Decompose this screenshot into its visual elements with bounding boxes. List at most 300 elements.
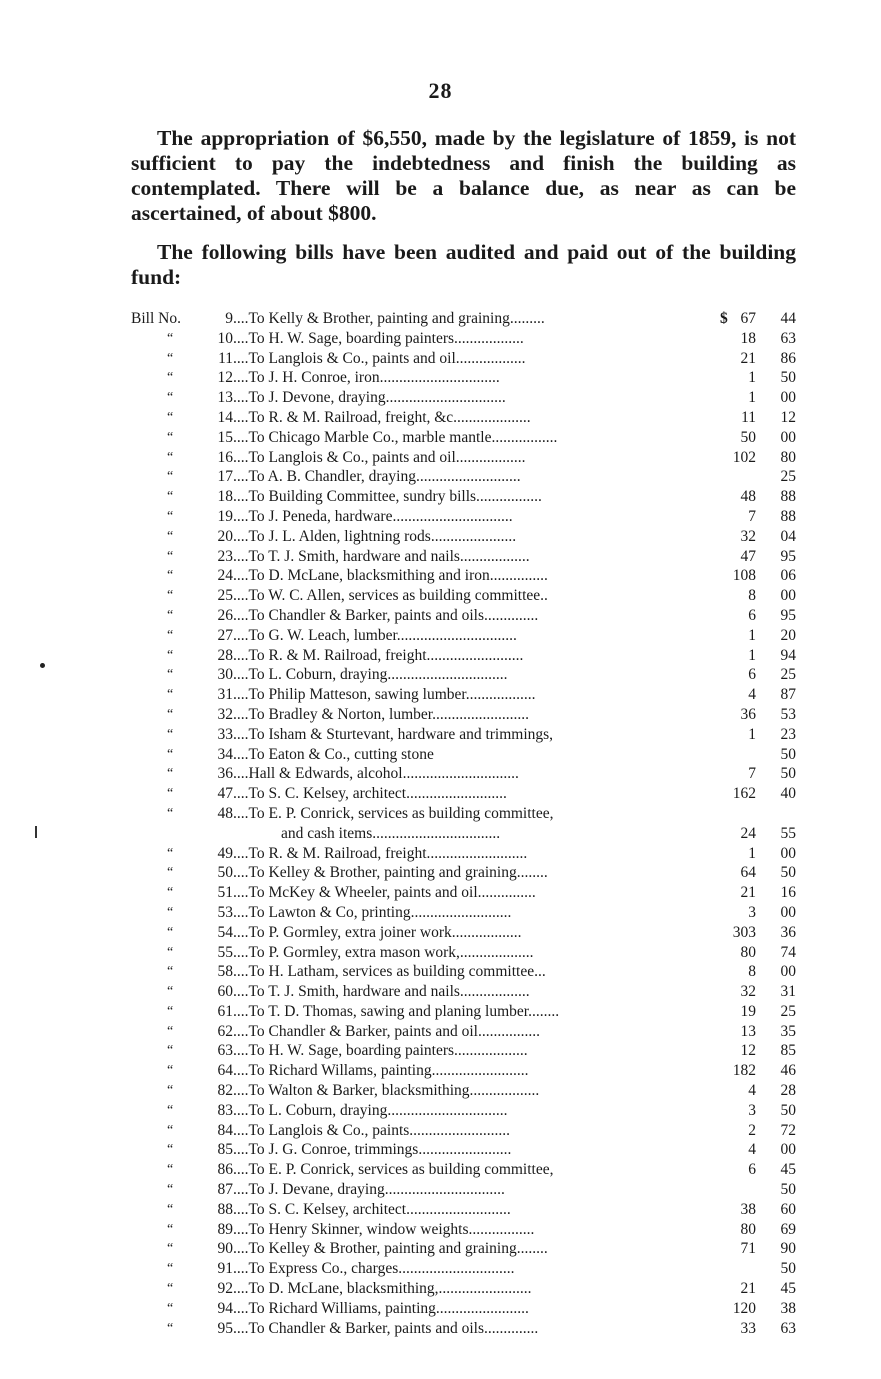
bill-row	[131, 1140, 796, 1160]
ditto-mark: “	[167, 1122, 174, 1138]
ditto-mark: “	[167, 1162, 174, 1178]
bill-row	[131, 784, 796, 804]
bill-description-line: ....To D. McLane, blacksmithing and iron...............	[233, 567, 548, 585]
bill-description	[233, 962, 703, 982]
bill-amount	[703, 943, 796, 963]
bill-row	[131, 606, 796, 626]
bill-description	[233, 1319, 703, 1339]
amount-dollars: 38	[740, 1200, 756, 1218]
bill-amount	[703, 1041, 796, 1061]
bill-amount	[703, 1239, 796, 1259]
amount-cents: 00	[780, 1141, 796, 1159]
bill-description	[233, 566, 703, 586]
bill-row	[131, 863, 796, 883]
currency-symbol: $	[720, 310, 728, 327]
bill-number: 34	[217, 745, 233, 763]
bill-number: 58	[217, 963, 233, 981]
bill-description	[233, 428, 703, 448]
stray-tick-mark	[35, 826, 37, 838]
amount-dollars: 1	[748, 389, 756, 407]
amount-dollars: 19	[740, 1002, 756, 1020]
ditto-mark: “	[167, 904, 174, 920]
amount-dollars: 1	[748, 646, 756, 664]
amount-dollars: 11	[741, 408, 756, 426]
amount-dollars: 303	[732, 923, 756, 941]
amount-dollars: 13	[740, 1022, 756, 1040]
bill-amount	[703, 1101, 796, 1121]
bill-description-line: ....To Kelley & Brother, painting and graining........	[233, 864, 548, 882]
bill-description-line: ....To Building Committee, sundry bills.................	[233, 488, 542, 506]
amount-cents: 55	[780, 824, 796, 842]
bill-row	[131, 408, 796, 428]
bill-row	[131, 388, 796, 408]
bill-number: 87	[217, 1181, 233, 1199]
bill-description	[233, 844, 703, 864]
ditto-mark: “	[167, 1221, 174, 1237]
bill-description-line: ....To R. & M. Railroad, freight..........................	[233, 844, 528, 862]
amount-dollars: 4	[748, 686, 756, 704]
bill-number: 17	[217, 468, 233, 486]
bill-row	[131, 804, 796, 844]
bill-row	[131, 725, 796, 745]
bill-number: 85	[217, 1141, 233, 1159]
bill-row	[131, 1319, 796, 1339]
bill-amount	[703, 448, 796, 468]
bill-row	[131, 1220, 796, 1240]
bill-row	[131, 764, 796, 784]
bill-number: 30	[217, 666, 233, 684]
bill-amount	[703, 507, 796, 527]
amount-dollars: 182	[732, 1062, 756, 1080]
amount-cents: 86	[780, 349, 796, 367]
ditto-mark: “	[167, 786, 174, 802]
ditto-mark: “	[167, 984, 174, 1000]
bill-amount	[703, 844, 796, 864]
bill-description-continuation: and cash items.................................	[281, 824, 501, 842]
bill-description	[233, 1239, 703, 1259]
amount-dollars: 80	[740, 1220, 756, 1238]
amount-dollars: 2	[748, 1121, 756, 1139]
bill-amount	[703, 586, 796, 606]
bill-description-line: ....To H. W. Sage, boarding painters..................	[233, 329, 524, 347]
amount-dollars: 8	[748, 963, 756, 981]
ditto-mark: “	[167, 548, 174, 564]
bill-description-line: ....To L. Coburn, draying...............................	[233, 666, 508, 684]
bill-description	[233, 329, 703, 349]
amount-dollars: 80	[740, 943, 756, 961]
ditto-mark: “	[167, 1142, 174, 1158]
ditto-mark: “	[167, 746, 174, 762]
amount-cents: 87	[780, 686, 796, 704]
amount-cents: 50	[780, 745, 796, 763]
ditto-mark: “	[167, 1043, 174, 1059]
amount-dollars: 18	[740, 329, 756, 347]
bill-amount	[703, 626, 796, 646]
bill-amount	[703, 547, 796, 567]
bill-amount	[703, 1319, 796, 1339]
amount-dollars: 12	[740, 1042, 756, 1060]
bill-description-line: ....To E. P. Conrick, services as building committee,	[233, 804, 554, 822]
ditto-mark: “	[167, 1300, 174, 1316]
amount-cents: 20	[780, 626, 796, 644]
ditto-mark: “	[167, 865, 174, 881]
ditto-mark: “	[167, 1083, 174, 1099]
bill-description-line: ....To Chicago Marble Co., marble mantle.................	[233, 428, 558, 446]
bill-number: 61	[217, 1002, 233, 1020]
amount-cents: 63	[780, 329, 796, 347]
bill-amount	[703, 1180, 796, 1200]
amount-cents: 88	[780, 507, 796, 525]
bill-number: 84	[217, 1121, 233, 1139]
bill-row	[131, 349, 796, 369]
bill-description	[233, 863, 703, 883]
bill-description-line: ....To H. W. Sage, boarding painters...................	[233, 1042, 528, 1060]
bill-amount	[703, 903, 796, 923]
bill-row	[131, 487, 796, 507]
bill-row	[131, 685, 796, 705]
bill-row	[131, 566, 796, 586]
amount-dollars: 21	[740, 1280, 756, 1298]
amount-dollars: 64	[740, 864, 756, 882]
amount-dollars: 4	[748, 1082, 756, 1100]
bill-number: 90	[217, 1240, 233, 1258]
bill-description-line: ....To J. G. Conroe, trimmings........................	[233, 1141, 512, 1159]
ditto-mark: “	[167, 667, 174, 683]
bill-description-line: ....To J. Devone, draying...............................	[233, 389, 506, 407]
amount-dollars: 1	[748, 626, 756, 644]
amount-cents: 23	[780, 725, 796, 743]
ditto-mark: “	[167, 588, 174, 604]
bill-amount	[703, 349, 796, 369]
bill-description-line: ....To Chandler & Barker, paints and oils..............	[233, 1319, 539, 1337]
amount-cents: 04	[780, 527, 796, 545]
bill-description	[233, 883, 703, 903]
amount-dollars: 7	[748, 765, 756, 783]
bill-row	[131, 1061, 796, 1081]
amount-cents: 44	[780, 310, 796, 327]
ditto-mark: “	[167, 1261, 174, 1277]
bill-number: 92	[217, 1280, 233, 1298]
bill-description-line: ....To Chandler & Barker, paints and oil................	[233, 1022, 540, 1040]
amount-cents: 00	[780, 844, 796, 862]
bill-amount	[703, 1061, 796, 1081]
ditto-mark: “	[167, 766, 174, 782]
bill-row	[131, 448, 796, 468]
bill-number: 27	[217, 626, 233, 644]
bill-description-line: ....To Langlois & Co., paints..........................	[233, 1121, 511, 1139]
bill-amount	[703, 1220, 796, 1240]
bill-amount	[703, 428, 796, 448]
bill-amount	[703, 962, 796, 982]
ditto-mark: “	[167, 1201, 174, 1217]
bill-amount	[703, 784, 796, 804]
bill-description-line: ....To G. W. Leach, lumber...............................	[233, 626, 517, 644]
bill-description	[233, 487, 703, 507]
amount-cents: 90	[780, 1240, 796, 1258]
bill-row	[131, 368, 796, 388]
bill-description-line: ....To Express Co., charges..............................	[233, 1260, 515, 1278]
ditto-mark: “	[167, 449, 174, 465]
amount-cents: 00	[780, 587, 796, 605]
amount-cents: 50	[780, 1101, 796, 1119]
bill-amount	[703, 1259, 796, 1279]
bill-amount	[703, 1200, 796, 1220]
bill-description-line: ....To H. Latham, services as building committee...	[233, 963, 546, 981]
bill-row	[131, 547, 796, 567]
bill-row	[131, 1121, 796, 1141]
bill-description	[233, 1200, 703, 1220]
amount-dollars: 7	[748, 507, 756, 525]
amount-dollars: 21	[740, 884, 756, 902]
amount-cents: 46	[780, 1062, 796, 1080]
bill-number: 33	[217, 725, 233, 743]
bill-number: 26	[217, 606, 233, 624]
amount-dollars: 21	[740, 349, 756, 367]
bill-number: 19	[217, 507, 233, 525]
amount-cents: 25	[780, 468, 796, 486]
bill-number: 10	[217, 329, 233, 347]
bill-description	[233, 804, 703, 844]
amount-cents: 50	[780, 369, 796, 387]
ditto-mark: “	[167, 944, 174, 960]
bill-amount	[703, 665, 796, 685]
ditto-mark: “	[167, 469, 174, 485]
bill-row	[131, 982, 796, 1002]
bill-amount	[703, 685, 796, 705]
bill-row	[131, 507, 796, 527]
stray-dot-mark	[40, 663, 45, 668]
bill-amount	[703, 883, 796, 903]
bill-row	[131, 1259, 796, 1279]
bill-row	[131, 309, 796, 329]
bill-description	[233, 1022, 703, 1042]
bill-amount	[703, 368, 796, 388]
ditto-mark: “	[167, 924, 174, 940]
amount-cents: 12	[780, 408, 796, 426]
bill-row	[131, 1022, 796, 1042]
bill-description-line: ....To Lawton & Co, printing..........................	[233, 903, 512, 921]
amount-cents: 00	[780, 903, 796, 921]
bill-number: 94	[217, 1299, 233, 1317]
bill-row	[131, 1101, 796, 1121]
amount-cents: 35	[780, 1022, 796, 1040]
amount-cents: 00	[780, 428, 796, 446]
bill-description	[233, 1121, 703, 1141]
bill-description-line: ....To R. & M. Railroad, freight.........................	[233, 646, 524, 664]
bill-description	[233, 1180, 703, 1200]
ditto-mark: “	[167, 1320, 174, 1336]
bill-row	[131, 923, 796, 943]
bill-number: 15	[217, 428, 233, 446]
bill-description	[233, 1259, 703, 1279]
bill-description-line: ....To Langlois & Co., paints and oil..................	[233, 349, 526, 367]
amount-dollars: 33	[740, 1319, 756, 1337]
bill-amount	[703, 1160, 796, 1180]
bill-description	[233, 547, 703, 567]
bill-amount	[703, 1002, 796, 1022]
bill-amount	[703, 923, 796, 943]
bill-description-line: ....To Eaton & Co., cutting stone	[233, 745, 434, 763]
bill-description	[233, 408, 703, 428]
bill-description	[233, 507, 703, 527]
ditto-mark: “	[167, 687, 174, 703]
bill-row	[131, 1200, 796, 1220]
appropriation-paragraph: The appropriation of $6,550, made by the legislature of 1859, is not sufficient to pay the indebtedness and finish the building as contemplated. There will be a balance due, as near as can be ascertained, of about $800.	[131, 126, 796, 225]
bill-description	[233, 665, 703, 685]
bill-number: 13	[217, 389, 233, 407]
amount-cents: 25	[780, 1002, 796, 1020]
bill-row	[131, 962, 796, 982]
bill-description	[233, 1140, 703, 1160]
bill-description-line: ....To P. Gormley, extra joiner work..................	[233, 923, 522, 941]
bill-description-line: ....To J. Devane, draying...............................	[233, 1181, 505, 1199]
bill-row	[131, 943, 796, 963]
amount-cents: 40	[780, 785, 796, 803]
amount-dollars: 162	[732, 785, 756, 803]
bill-number: 83	[217, 1101, 233, 1119]
bill-number: 60	[217, 983, 233, 1001]
bill-number: 53	[217, 903, 233, 921]
bill-number: 11	[218, 349, 233, 367]
ditto-mark: “	[167, 706, 174, 722]
amount-dollars: 8	[748, 587, 756, 605]
bill-description-line: ....To Richard Williams, painting........................	[233, 1299, 529, 1317]
bill-amount	[703, 566, 796, 586]
bill-row	[131, 1239, 796, 1259]
bill-number: 55	[217, 943, 233, 961]
bill-number: 32	[217, 705, 233, 723]
amount-dollars: 32	[740, 527, 756, 545]
bill-description-line: ....To S. C. Kelsey, architect...........................	[233, 1200, 511, 1218]
amount-cents: 50	[780, 765, 796, 783]
bill-description	[233, 467, 703, 487]
amount-cents: 50	[780, 1181, 796, 1199]
bill-number: 64	[217, 1062, 233, 1080]
bill-number: 12	[217, 369, 233, 387]
amount-dollars: 24	[740, 824, 756, 842]
amount-dollars: 6	[748, 606, 756, 624]
ditto-mark: “	[167, 489, 174, 505]
ditto-mark: “	[167, 508, 174, 524]
bill-description-line: ....To L. Coburn, draying...............................	[233, 1101, 508, 1119]
bill-number: 16	[217, 448, 233, 466]
ditto-mark: “	[167, 885, 174, 901]
ditto-mark: “	[167, 409, 174, 425]
amount-dollars: 108	[732, 567, 756, 585]
bill-description	[233, 725, 703, 745]
bill-description	[233, 606, 703, 626]
amount-dollars: 1	[748, 725, 756, 743]
bill-number: 47	[217, 785, 233, 803]
amount-cents: 00	[780, 389, 796, 407]
bill-description	[233, 448, 703, 468]
bill-row	[131, 705, 796, 725]
amount-cents: 28	[780, 1082, 796, 1100]
bill-number: 18	[217, 488, 233, 506]
amount-dollars: 48	[740, 488, 756, 506]
ditto-mark: “	[167, 1281, 174, 1297]
bill-row	[131, 844, 796, 864]
bill-description	[233, 368, 703, 388]
amount-dollars: 4	[748, 1141, 756, 1159]
bill-amount	[703, 764, 796, 784]
amount-cents: 74	[780, 943, 796, 961]
ditto-mark: “	[167, 1063, 174, 1079]
bill-label: Bill No.	[131, 310, 181, 327]
bill-row	[131, 586, 796, 606]
bill-amount	[703, 467, 796, 487]
amount-cents: 94	[780, 646, 796, 664]
amount-cents: 50	[780, 864, 796, 882]
amount-cents: 16	[780, 884, 796, 902]
bill-description	[233, 1160, 703, 1180]
amount-cents: 69	[780, 1220, 796, 1238]
bills-list	[131, 309, 796, 1338]
bill-description-line: ....To J. H. Conroe, iron...............................	[233, 369, 500, 387]
bill-row	[131, 428, 796, 448]
bill-number: 82	[217, 1082, 233, 1100]
bill-row	[131, 1081, 796, 1101]
bill-description-line: ....To McKey & Wheeler, paints and oil...............	[233, 884, 536, 902]
amount-cents: 72	[780, 1121, 796, 1139]
bill-description	[233, 943, 703, 963]
amount-dollars: 3	[748, 903, 756, 921]
amount-dollars: 71	[740, 1240, 756, 1258]
bill-description-line: ....To T. D. Thomas, sawing and planing lumber........	[233, 1002, 560, 1020]
bill-description	[233, 388, 703, 408]
bill-number: 28	[217, 646, 233, 664]
bill-description-line: ....To Kelly & Brother, painting and graining.........	[233, 310, 545, 327]
bill-number: 23	[217, 547, 233, 565]
amount-dollars: 50	[740, 428, 756, 446]
amount-dollars: 120	[732, 1299, 756, 1317]
bill-number: 9	[225, 310, 233, 327]
bill-number: 91	[217, 1260, 233, 1278]
bill-description-line: ....To Isham & Sturtevant, hardware and trimmings,	[233, 725, 554, 743]
amount-cents: 06	[780, 567, 796, 585]
bill-description	[233, 1299, 703, 1319]
amount-dollars: 67	[740, 310, 756, 327]
ditto-mark: “	[167, 390, 174, 406]
bill-number: 20	[217, 527, 233, 545]
ditto-mark: “	[167, 845, 174, 861]
amount-dollars: 6	[748, 666, 756, 684]
amount-dollars: 102	[732, 448, 756, 466]
bill-description-line: ....To J. L. Alden, lightning rods......................	[233, 527, 517, 545]
bill-description-line: ....To Walton & Barker, blacksmithing..................	[233, 1082, 540, 1100]
bill-amount	[703, 1299, 796, 1319]
bill-amount	[703, 705, 796, 725]
ditto-mark: “	[167, 370, 174, 386]
bill-description	[233, 982, 703, 1002]
bill-row	[131, 527, 796, 547]
bill-description	[233, 1061, 703, 1081]
bill-amount	[703, 408, 796, 428]
bill-amount	[703, 1279, 796, 1299]
bill-amount	[703, 1081, 796, 1101]
bill-number: 62	[217, 1022, 233, 1040]
amount-cents: 31	[780, 983, 796, 1001]
ditto-mark: “	[167, 607, 174, 623]
bills-intro-paragraph: The following bills have been audited and paid out of the building fund:	[131, 240, 796, 289]
bill-description-line: ....To P. Gormley, extra mason work,...................	[233, 943, 534, 961]
bill-description	[233, 764, 703, 784]
bill-description-line: ....Hall & Edwards, alcohol..............................	[233, 765, 519, 783]
bill-description-line: ....To E. P. Conrick, services as building committee,	[233, 1161, 554, 1179]
ditto-mark: “	[167, 1241, 174, 1257]
amount-cents: 95	[780, 547, 796, 565]
bill-description-line: ....To Bradley & Norton, lumber.........................	[233, 705, 529, 723]
